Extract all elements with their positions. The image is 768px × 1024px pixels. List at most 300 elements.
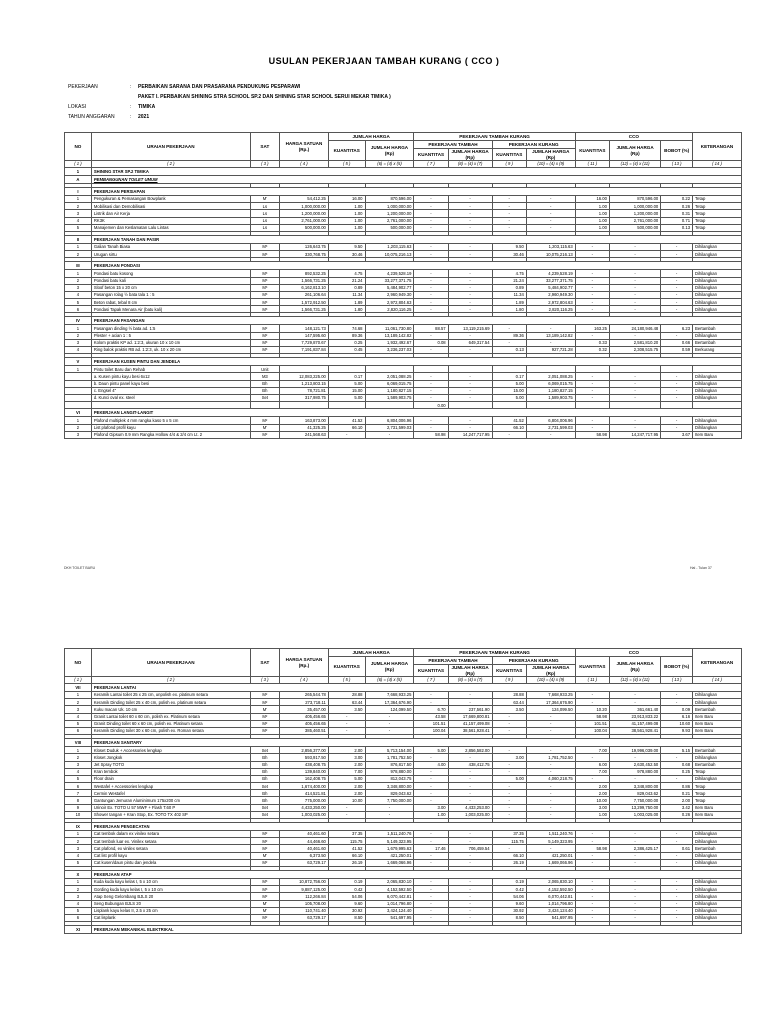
table-cell: 2,308,515.75 [609, 347, 660, 354]
table-cell: 1 [65, 747, 92, 754]
table-cell: 1.00 [575, 224, 609, 231]
table-cell: Granit Dinding toilet 60 x 60 cm, polish ex. Platinum setara [91, 720, 250, 727]
table-cell: 5 [65, 224, 92, 231]
table-cell: 0.21 [661, 790, 693, 797]
table-cell: 0.25 [328, 339, 365, 346]
table-cell: - [575, 754, 609, 761]
header-jumlah-harga: JUMLAH HARGA [328, 133, 414, 141]
table-cell: 3 [65, 431, 92, 438]
table-cell: - [661, 878, 693, 885]
table-row [65, 692, 742, 699]
table-cell: 5 [65, 859, 92, 866]
table-cell: 1.00 [414, 811, 448, 818]
table-cell: M³ [250, 299, 279, 306]
table-cell: 421,250.01 [365, 852, 414, 859]
table-cell: Shower tangan + Kran Stop, Ex. TOTO TX 402 SP [91, 811, 250, 818]
table-cell: 2,731,599.03 [365, 424, 414, 431]
table-cell: - [575, 692, 609, 699]
table-cell: Tetap [693, 210, 742, 217]
table-cell: - [414, 277, 448, 284]
table-cell: 5,149,323.95 [526, 838, 575, 845]
table-cell: 3,236,237.03 [365, 347, 414, 354]
table-cell: 63.44 [492, 699, 526, 706]
table-cell: 26.19 [492, 859, 526, 866]
table-cell: 2,856,377.00 [280, 747, 329, 754]
table-cell: - [609, 243, 660, 250]
column-index: (12) = (4) x (11) [609, 161, 660, 168]
table-cell [575, 366, 609, 373]
table-cell: 6,069,015.75 [526, 380, 575, 387]
table-cell: M² [250, 325, 279, 332]
section-number: XI [65, 926, 92, 934]
table-cell: - [414, 196, 448, 203]
table-cell: - [661, 900, 693, 907]
table-cell: M² [250, 893, 279, 900]
header-kurang: PEKERJAAN KURANG [492, 141, 575, 149]
table-cell: 28.88 [328, 692, 365, 699]
table-cell: - [448, 852, 492, 859]
table-cell: Kuku macan Uk. 10 cm [91, 706, 250, 713]
table-row [65, 210, 742, 217]
table-row [65, 251, 742, 258]
table-cell: - [575, 373, 609, 380]
header-bobot: BOBOT (%) [661, 657, 693, 677]
table-cell: - [492, 325, 526, 332]
table-cell: 2 [65, 277, 92, 284]
table-cell: Bh [250, 761, 279, 768]
table-cell: - [448, 699, 492, 706]
section-number: I [65, 188, 92, 196]
table-cell: Beton rabat, tebal 8 cm [91, 299, 250, 306]
section-row [65, 188, 742, 196]
table-cell: 58.98 [575, 845, 609, 852]
table-cell: - [661, 291, 693, 298]
info-row: TAHUN ANGGARAN : 2021 [68, 114, 708, 120]
table-row [65, 907, 742, 914]
table-cell: - [526, 761, 575, 768]
table-cell [693, 366, 742, 373]
table-cell: Lisplank kayu kelas II, 2.5 x 25 cm [91, 907, 250, 914]
table-cell: - [609, 380, 660, 387]
table-cell: - [526, 713, 575, 720]
table-cell: 3,348,800.00 [609, 783, 660, 790]
column-index: (6) = (4) x (5) [365, 677, 414, 684]
table-cell: - [492, 761, 526, 768]
info-value: TIMIKA [138, 104, 156, 110]
table-cell: Item Baru [693, 811, 742, 818]
table-cell: - [448, 790, 492, 797]
table-cell: 1 [65, 692, 92, 699]
table-cell: - [448, 886, 492, 893]
table-cell: 13,189,142.82 [526, 332, 575, 339]
table-cell: Dihilangkan [693, 243, 742, 250]
table-cell: - [526, 797, 575, 804]
table-row [65, 699, 742, 706]
table-cell: - [448, 838, 492, 845]
table-row [65, 886, 742, 893]
table-cell: 0.71 [661, 217, 693, 224]
table-cell: 1.89 [328, 299, 365, 306]
table-cell: 2,820,116.25 [365, 306, 414, 313]
table-cell: 115.75 [328, 838, 365, 845]
table-row [65, 203, 742, 210]
table-cell: 0.86 [661, 783, 693, 790]
table-cell: 1 [65, 831, 92, 838]
table-row [65, 811, 742, 818]
table-cell: - [575, 907, 609, 914]
table-cell: - [414, 907, 448, 914]
table-cell: - [492, 720, 526, 727]
table-cell: Plester + acian 1 : 5 [91, 332, 250, 339]
table-cell: Jet Spray TOTO [91, 761, 250, 768]
table-cell: 775,000.00 [280, 797, 329, 804]
table-cell [448, 366, 492, 373]
table-cell: - [575, 424, 609, 431]
table-cell: Dihilangkan [693, 699, 742, 706]
table-cell: Tetap [693, 790, 742, 797]
table-cell: 241,568.63 [280, 431, 329, 438]
table-row [65, 291, 742, 298]
table-cell: 5.00 [492, 775, 526, 782]
table-cell: 10.60 [661, 720, 693, 727]
table-cell: 0.32 [575, 347, 609, 354]
table-cell: 89.36 [492, 332, 526, 339]
table-cell: 40,461.60 [280, 831, 329, 838]
column-index: ( 5 ) [328, 677, 365, 684]
table-cell: - [414, 203, 448, 210]
table-cell: 78,721.81 [280, 387, 329, 394]
table-cell: 6.00 [575, 761, 609, 768]
table-row [65, 804, 742, 811]
header-jumlah-rp: JUMLAH HARGA (Rp) [526, 665, 575, 677]
table-cell: 5.00 [414, 747, 448, 754]
table-cell: - [414, 394, 448, 401]
table-cell: - [365, 720, 414, 727]
table-cell: 2,761,000.00 [365, 217, 414, 224]
table-cell: - [575, 243, 609, 250]
column-index: ( 2 ) [91, 161, 250, 168]
table-cell: M³ [250, 270, 279, 277]
table-cell: 3.42 [661, 804, 693, 811]
table-cell: 2 [65, 332, 92, 339]
table-cell: Dihilangkan [693, 893, 742, 900]
table-cell: - [609, 838, 660, 845]
table-cell: Pintu toilet Baru dan Rehab [91, 366, 250, 373]
table-row [65, 347, 742, 354]
table-cell: 1.00 [328, 224, 365, 231]
table-cell: 1,669,066.96 [526, 859, 575, 866]
table-cell: - [526, 210, 575, 217]
header-kurang: PEKERJAAN KURANG [492, 657, 575, 665]
table-cell: - [414, 859, 448, 866]
table-row [65, 893, 742, 900]
table-cell: 1.00 [328, 217, 365, 224]
table-cell: Cat tembok dalam ex vinilex setara [91, 831, 250, 838]
table-cell: Mobilisasi dan Demobilisasi [91, 203, 250, 210]
table-cell: 8.50 [328, 914, 365, 921]
table-cell: Set [250, 394, 279, 401]
table-cell: Galian Tanah Biasa [91, 243, 250, 250]
table-cell: - [526, 747, 575, 754]
table-cell: Dihilangkan [693, 775, 742, 782]
table-row [65, 366, 742, 373]
table-cell: 2,051,088.25 [526, 373, 575, 380]
table-cell: 139,840.00 [280, 768, 329, 775]
table-cell: 8 [65, 797, 92, 804]
table-row [65, 797, 742, 804]
table-cell: 13,189,142.82 [365, 332, 414, 339]
table-cell: 17,669,800.81 [448, 713, 492, 720]
table-cell: - [492, 747, 526, 754]
table-cell: 11.34 [492, 291, 526, 298]
table-cell: M² [250, 727, 279, 734]
column-index: ( 3 ) [250, 677, 279, 684]
table-cell: - [365, 431, 414, 438]
section-number: II [65, 235, 92, 243]
table-row [65, 417, 742, 424]
table-cell: - [365, 713, 414, 720]
table-cell: - [609, 424, 660, 431]
info-label: LOKASI [68, 104, 87, 110]
table-cell: 829,043.62 [365, 790, 414, 797]
table-cell: Item Baru [693, 713, 742, 720]
header-harga-satuan: HARGA SATUAN (Rp.) [280, 133, 329, 161]
table-cell: 3.00 [414, 804, 448, 811]
table-cell: - [365, 727, 414, 734]
table-cell: 0.26 [661, 203, 693, 210]
table-cell: Ring balok praktis RB ad. 1:2:3, uk. 10 x 20 cm [91, 347, 250, 354]
table-cell: Dihilangkan [693, 754, 742, 761]
table-row [65, 196, 742, 203]
table-cell: 3 [65, 845, 92, 852]
table-row [65, 914, 742, 921]
header-tambah: PEKERJAAN TAMBAH [414, 657, 492, 665]
table-cell: - [414, 243, 448, 250]
table-cell: - [575, 284, 609, 291]
table-cell: - [575, 831, 609, 838]
table-cell: - [448, 277, 492, 284]
table-cell: Cat list profil kayu [91, 852, 250, 859]
table-cell: - [526, 431, 575, 438]
table-cell: - [575, 852, 609, 859]
info-label [68, 94, 130, 100]
table-cell: Gording kuda kayu kelas I, 5 x 10 cm [91, 886, 250, 893]
table-cell: - [492, 339, 526, 346]
table-cell: M² [250, 838, 279, 845]
table-cell: Tetap [693, 768, 742, 775]
table-cell: 41.52 [492, 417, 526, 424]
table-cell: 5,484,902.77 [365, 284, 414, 291]
table-cell: 6.23 [661, 325, 693, 332]
table-cell: - [609, 251, 660, 258]
table-cell: 1,014,796.80 [526, 900, 575, 907]
table-cell: 63,729.17 [280, 914, 329, 921]
table-cell: 124,099.50 [365, 706, 414, 713]
table-cell: - [526, 217, 575, 224]
table-cell: RK3K [91, 217, 250, 224]
table-cell: - [575, 277, 609, 284]
section-title: PEKERJAAN PASANGAN [91, 317, 741, 325]
table-cell: Bertambah [693, 706, 742, 713]
table-cell: 1,511,240.76 [365, 831, 414, 838]
table-cell: Cermin Westafel [91, 790, 250, 797]
table-cell: - [414, 380, 448, 387]
table-cell: - [328, 811, 365, 818]
table-cell: 63.44 [328, 699, 365, 706]
table-cell: 2,960,949.30 [365, 291, 414, 298]
table-cell: - [661, 417, 693, 424]
table-cell: Listrik dan Air Kerja [91, 210, 250, 217]
table-cell: Dihilangkan [693, 380, 742, 387]
table-cell: Dihilangkan [693, 251, 742, 258]
table-cell: 541,697.95 [526, 914, 575, 921]
table-cell: 0.22 [661, 196, 693, 203]
table-cell: 5.00 [328, 775, 365, 782]
table-row [65, 878, 742, 885]
table-cell: - [492, 727, 526, 734]
table-cell [609, 366, 660, 373]
info-label: PEKERJAAN [68, 84, 98, 90]
table-cell: - [414, 754, 448, 761]
table-cell: M² [250, 859, 279, 866]
table-cell: 1,669,066.96 [365, 859, 414, 866]
table-cell: - [609, 754, 660, 761]
table-cell: 100.04 [575, 727, 609, 734]
table-cell: - [492, 790, 526, 797]
table-cell: - [492, 217, 526, 224]
table-cell: 0.31 [661, 210, 693, 217]
table-cell: c. Engsel 4" [91, 387, 250, 394]
table-cell: 14,247,717.95 [448, 431, 492, 438]
table-cell: Dihilangkan [693, 852, 742, 859]
table-cell: - [448, 299, 492, 306]
table-cell: 4,152,592.50 [526, 886, 575, 893]
table-cell: Kloset Jongkok [91, 754, 250, 761]
table-cell: 4,060,218.75 [526, 775, 575, 782]
table-cell: - [414, 797, 448, 804]
table-cell: - [661, 299, 693, 306]
column-index: ( 11 ) [575, 677, 609, 684]
table-cell: 58.98 [575, 431, 609, 438]
table-cell: b. Daun pintu panel kayu besi [91, 380, 250, 387]
table-cell: - [448, 775, 492, 782]
table-cell: Ls [250, 224, 279, 231]
table-cell: 1.00 [575, 203, 609, 210]
table-cell: 4,433,250.00 [280, 804, 329, 811]
section-row [65, 823, 742, 831]
table-cell: - [609, 775, 660, 782]
table-cell: Dihilangkan [693, 838, 742, 845]
table-row [65, 284, 742, 291]
table-cell: 2 [65, 886, 92, 893]
table-cell: 1,511,240.76 [526, 831, 575, 838]
table-cell: - [575, 893, 609, 900]
table-cell: 649,317.54 [448, 339, 492, 346]
table-cell: 2,630,452.50 [609, 761, 660, 768]
table-cell: 1,589,903.75 [526, 394, 575, 401]
table-cell: 112,266.84 [280, 893, 329, 900]
table-cell: 385,460.51 [280, 727, 329, 734]
table-cell: 33,277,371.75 [365, 277, 414, 284]
table-cell: 2,856,582.00 [448, 747, 492, 754]
table-cell: - [575, 859, 609, 866]
table-cell: 2,065,830.10 [365, 878, 414, 885]
table-cell: Keramik Lantai toilet 25 x 25 cm, unpolish ex. platinum setara [91, 692, 250, 699]
table-cell: 4.75 [492, 270, 526, 277]
table-cell: 6 [65, 727, 92, 734]
table-cell: M³ [250, 284, 279, 291]
table-cell: 16.00 [575, 196, 609, 203]
table-cell: 2,972,804.63 [526, 299, 575, 306]
table-cell: 89.36 [328, 332, 365, 339]
table-cell: - [448, 424, 492, 431]
table-cell: 88.57 [414, 325, 448, 332]
section-number: VII [65, 684, 92, 692]
table-cell: Pengukuran & Pemasangan Bowplank [91, 196, 250, 203]
table-row [65, 859, 742, 866]
table-cell: 1,781,752.50 [526, 754, 575, 761]
table-cell [365, 402, 414, 409]
table-cell: 5.15 [661, 747, 693, 754]
header-jumlah-rp: JUMLAH HARGA (Rp) [448, 149, 492, 161]
table-cell: 4 [65, 900, 92, 907]
table-cell: 1,203,115.63 [526, 243, 575, 250]
info-value: 2021 [138, 114, 150, 120]
table-cell: 978,880.00 [365, 768, 414, 775]
header-cco: CCO [575, 133, 692, 141]
table-cell: Dihilangkan [693, 387, 742, 394]
table-cell: 19,996,039.00 [609, 747, 660, 754]
table-cell: 6.70 [414, 706, 448, 713]
table-cell: Pondasi Tapak Menara Air (batu kali) [91, 306, 250, 313]
table-row [65, 775, 742, 782]
table-cell: - [414, 270, 448, 277]
table-cell: 54.06 [492, 893, 526, 900]
table-cell: - [448, 387, 492, 394]
table-cell: 1,674,400.00 [280, 783, 329, 790]
table-cell [526, 366, 575, 373]
table-cell: Gantungan Jemuran Aluminimum 175x200 cm [91, 797, 250, 804]
table-cell: - [414, 387, 448, 394]
table-cell: Cat kusen/daun pintu dan jendela [91, 859, 250, 866]
table-cell: Set [250, 747, 279, 754]
table-cell: 237,561.90 [448, 706, 492, 713]
header-sat: SAT [250, 649, 279, 677]
table-cell: - [575, 291, 609, 298]
table-cell: - [609, 394, 660, 401]
table-cell: 16.00 [328, 196, 365, 203]
table-cell: Bh [250, 790, 279, 797]
header-harga-satuan: HARGA SATUAN (Rp.) [280, 649, 329, 677]
column-index: (6) = (4) x (5) [365, 161, 414, 168]
table-cell: M² [250, 417, 279, 424]
table-row [65, 224, 742, 231]
column-index: (8) = (4) x (7) [448, 161, 492, 168]
table-cell: 6,070,442.81 [526, 893, 575, 900]
table-cell: 1,000,000.00 [609, 203, 660, 210]
table-row [65, 783, 742, 790]
table-cell: Item Baru [693, 727, 742, 734]
table-cell: Kran tembok [91, 768, 250, 775]
table-cell: - [609, 699, 660, 706]
table-row [65, 790, 742, 797]
table-cell: - [414, 217, 448, 224]
table-cell: 1,589,903.75 [365, 394, 414, 401]
info-row [68, 94, 708, 100]
table-cell: 4,239,528.19 [526, 270, 575, 277]
table-cell: - [526, 790, 575, 797]
table-cell: 0.13 [661, 224, 693, 231]
